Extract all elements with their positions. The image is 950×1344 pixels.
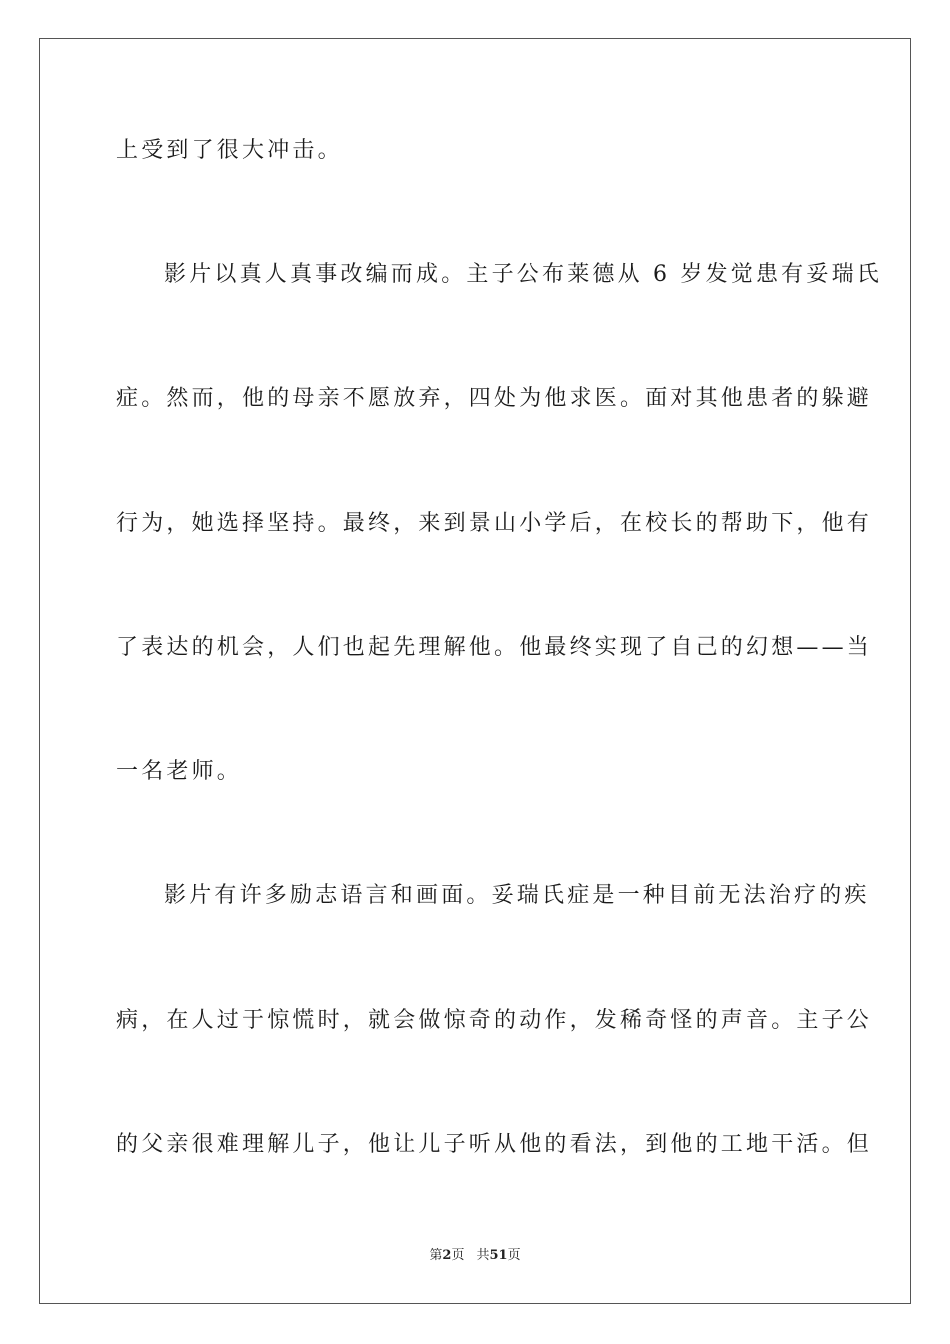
text-line: 的父亲很难理解儿子，他让儿子听从他的看法，到他的工地干活。但: [116, 1132, 873, 1157]
text-line: 一名老师。: [116, 759, 243, 784]
text-line: 上受到了很大冲击。: [116, 138, 343, 163]
page-suffix: 页: [451, 1248, 465, 1263]
page-footer: [0, 1247, 950, 1265]
page-border: [39, 38, 911, 1304]
page-number: 2: [442, 1248, 452, 1263]
paragraph-first-line: 影片以真人真事改编而成。主子公布莱德从 6 岁发觉患有妥瑞氏: [164, 262, 882, 287]
total-pages: 51: [489, 1248, 508, 1263]
text-line: 行为，她选择坚持。最终，来到景山小学后，在校长的帮助下，他有: [116, 511, 873, 536]
page-prefix: 第: [429, 1248, 443, 1263]
text-line: 了表达的机会，人们也起先理解他。他最终实现了自己的幻想——当: [116, 635, 873, 660]
total-prefix: 共: [476, 1248, 490, 1263]
text-line: 病，在人过于惊慌时，就会做惊奇的动作，发稀奇怪的声音。主子公: [116, 1008, 873, 1033]
text-line: 症。然而，他的母亲不愿放弃，四处为他求医。面对其他患者的躲避: [116, 386, 873, 411]
paragraph-first-line: 影片有许多励志语言和画面。妥瑞氏症是一种目前无法治疗的疾: [164, 883, 870, 908]
total-suffix: 页: [507, 1248, 521, 1263]
